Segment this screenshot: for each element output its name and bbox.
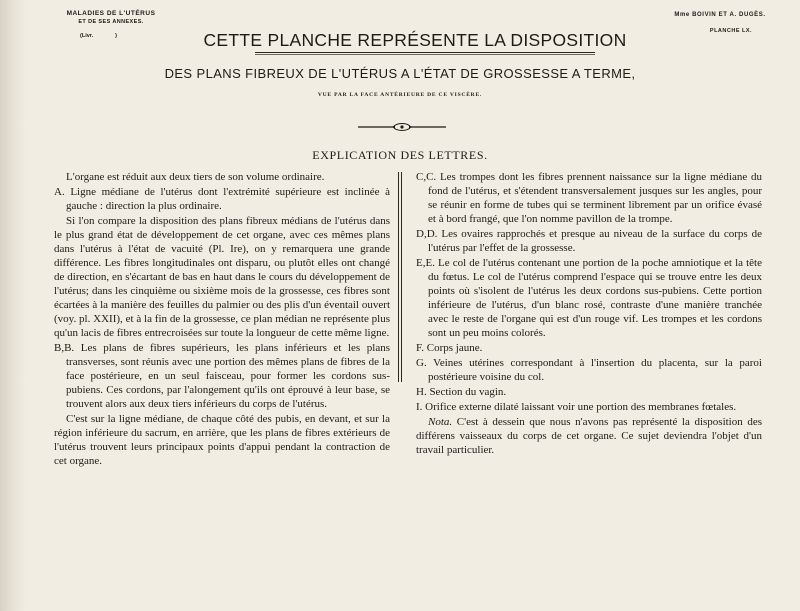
title-rule-secondary (255, 54, 595, 55)
right-column-paragraph (416, 356, 762, 384)
right-column-paragraph (416, 170, 762, 226)
right-column-paragraph (416, 400, 762, 414)
right-column-paragraph (416, 227, 762, 255)
left-column-paragraph (54, 341, 390, 411)
livraison-brace: ) (115, 33, 117, 39)
ornament-divider (356, 122, 448, 132)
column-divider (398, 172, 399, 382)
view-caption: VUE PAR LA FACE ANTÉRIEURE DE CE VISCÈRE. (317, 92, 483, 98)
section-heading: EXPLICATION DES LETTRES. (312, 148, 488, 162)
left-column-paragraph-text: C'est sur la ligne médiane, de chaque côté des pubis, en devant, et sur la région inférieure du sacrum, en arrière, que les plans de fibres extérieurs de l'utérus trouvent leurs principaux points d'appui pendant la contraction de cet organe. (54, 413, 390, 467)
header-right (660, 12, 780, 34)
header-left-line3 (66, 33, 156, 39)
right-column-paragraph-text: G. Veines utérines correspondant à l'insertion du placenta, sur la paroi postérieure voisine du col. (416, 357, 762, 383)
header-left-line2: ET DE SES ANNEXES. (78, 19, 144, 25)
left-column-paragraph (54, 185, 390, 213)
left-column-paragraph-text: A. Ligne médiane de l'utérus dont l'extrémité supérieure est inclinée à gauche : direction la plus ordinaire. (54, 186, 390, 212)
page-title: CETTE PLANCHE REPRÉSENTE LA DISPOSITION (203, 30, 627, 50)
right-column-paragraph-text: E,E. Le col de l'utérus contenant une portion de la poche amniotique et la tête du fœtus. Le col de l'utérus comprend l'espace qui se trouve entre les deux points où s'isolent de l'utérus les deux cordons sus-pubiens. Cette portion inférieure de l'utérus, d'un blanc rosé, contraste d'une manière tranchée avec le reste de l'organe qui est d'un rouge vif. Les trompes et les cordons sont un peu moins colorés. (416, 257, 762, 339)
right-column-paragraph-text: H. Section du vagin. (416, 386, 507, 398)
title-rule (255, 52, 595, 53)
right-column-paragraph-text: D,D. Les ovaires rapprochés et presque au niveau de la surface du corps de l'utérus par l'effet de la grossesse. (416, 228, 762, 254)
authors-line: Mme BOIVIN ET A. DUGÈS. (674, 12, 766, 18)
left-column-paragraph (54, 214, 390, 340)
right-column-paragraph-text: C,C. Les trompes dont les fibres prennent naissance sur la ligne médiane du fond de l'utérus, et s'étendent transversalement jusques sur les angles, pour se réunir en forme de tubes qui se terminent librement par un orifice évasé et à bord frangé, que l'on nomme pavillon de la trompe. (416, 171, 762, 225)
right-column-paragraph-text: I. Orifice externe dilaté laissant voir une portion des membranes fœtales. (416, 401, 737, 413)
left-column-paragraph-text: Si l'on compare la disposition des plans fibreux médians de l'utérus dans le plus grand état de développement de cet organe, avec ces mêmes plans dans l'utérus à l'état de vacuité (Pl. Ire), on y remarquera une grande différence. Les fibres longitudinales ont disparu, ou plutôt elles ont changé de direction, en s'écartant de bas en haut dans le cours du développement de l'utérus; dans les cinquième ou sixième mois de la grossesse, ces fibres sont écartées à la manière des feuilles du palmier ou des plis d'un éventail ouvert (voy. pl. XXII), et à la fin de la grossesse, ce plan médian ne représente plus qu'un lacis de fibres entrecroisées sur toute la longueur de cette même ligne. (54, 215, 390, 339)
livraison-label: (Livr. (80, 33, 94, 39)
page-subtitle: DES PLANS FIBREUX DE L'UTÉRUS A L'ÉTAT DE GROSSESSE A TERME, (164, 66, 636, 81)
plate-number: PLANCHE LX. (709, 28, 753, 34)
right-column-paragraph (416, 256, 762, 340)
header-left (66, 10, 156, 39)
left-column (54, 170, 390, 469)
right-column (416, 170, 762, 458)
nota-label: Nota. (428, 416, 453, 428)
left-column-paragraph (54, 412, 390, 468)
left-column-paragraph-text: L'organe est réduit aux deux tiers de son volume ordinaire. (66, 171, 325, 183)
column-divider-inner (401, 172, 402, 382)
right-column-paragraph (416, 341, 762, 355)
left-column-paragraph-text: B,B. Les plans de fibres supérieurs, les plans inférieurs et les plans transverses, sont réunis avec une portion des mêmes plans de fibres de la face postérieure, en un seul faisceau, pour former les cordons sus-pubiens. Ces cordons, par l'alongement qu'ils ont éprouvé à leur base, se trouvent alors aux deux tiers inférieurs du corps de l'utérus. (54, 342, 390, 410)
page-edge-shadow (0, 0, 26, 611)
right-column-paragraph (416, 385, 762, 399)
right-column-paragraph-text: F. Corps jaune. (416, 342, 483, 354)
right-column-paragraph (416, 415, 762, 457)
right-column-paragraph-text: C'est à dessein que nous n'avons pas représenté la disposition des différens vaisseaux du corps de cet organe. Ce sujet deviendra l'objet d'un travail particulier. (416, 416, 762, 456)
left-column-paragraph (54, 170, 390, 184)
header-left-line1: MALADIES DE L'UTÉRUS (66, 10, 156, 17)
